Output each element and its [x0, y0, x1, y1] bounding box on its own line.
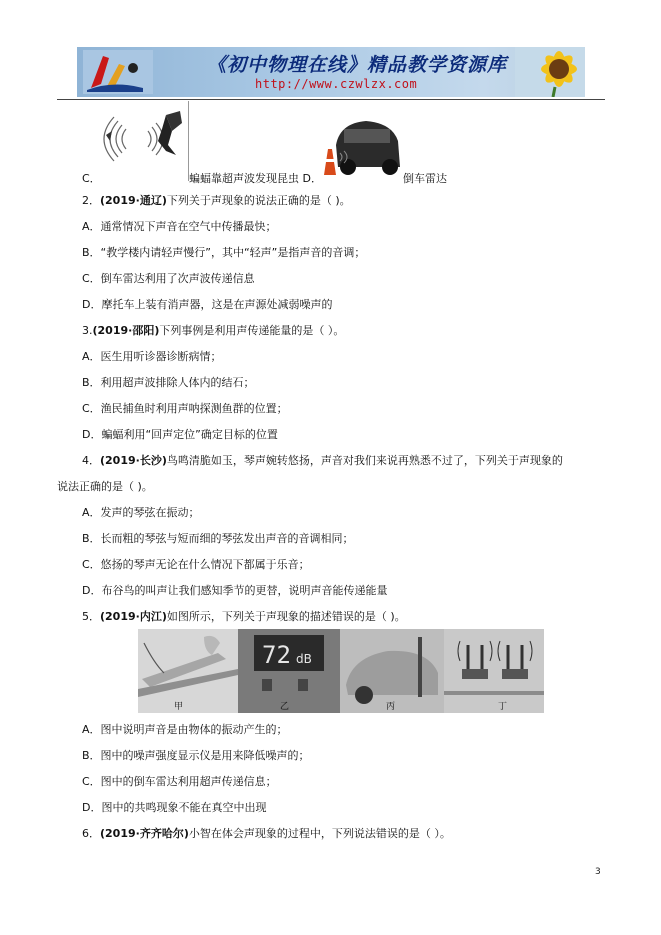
text-span: 小智在体会声现象的过程中，下列说法错误的是（ ）。: [188, 827, 451, 840]
text-line: [82, 298, 332, 312]
text-line: [82, 428, 278, 442]
text-span: C．悠扬的琴声无论在什么情况下都属于乐音；: [82, 558, 310, 571]
text-span: A．通常情况下声音在空气中传播最快；: [82, 220, 277, 233]
text-span: 4．: [82, 454, 100, 467]
header-title: 《初中物理在线》精品教学资源库: [207, 54, 508, 76]
header-url: http://www.czwlzx.com: [255, 77, 418, 91]
text-span: 鸟鸣清脆如玉，琴声婉转悠扬，声音对我们来说再熟悉不过了，下列关于声现象的: [166, 454, 563, 467]
text-line: [82, 272, 255, 286]
question-source: (2019·邵阳): [92, 324, 160, 337]
text-span: 如图所示，下列关于声现象的描述错误的是（ )。: [166, 610, 406, 623]
text-line: [82, 610, 406, 624]
text-line: [82, 749, 310, 763]
text-line: [82, 246, 365, 260]
text-span: 3.: [82, 324, 93, 337]
text-line: [82, 532, 354, 546]
reversing-radar-picture: [318, 115, 402, 181]
noise-meter-reading: 72: [262, 641, 291, 669]
text-span: D．蝙蝠利用“回声定位”确定目标的位置: [82, 428, 278, 441]
figure-label-ding: 丁: [498, 702, 508, 712]
text-span: 说法正确的是（ )。: [57, 480, 153, 493]
logo-icon: [83, 50, 153, 94]
text-span: C．: [82, 172, 101, 185]
text-span: B．图中的噪声强度显示仪是用来降低噪声的；: [82, 749, 310, 762]
sound-phenomena-figure: [138, 629, 544, 713]
car-icon: [318, 115, 402, 181]
figure-label-jia: 甲: [174, 702, 184, 712]
text-line: [57, 480, 153, 494]
text-span: C．倒车雷达利用了次声波传递信息: [82, 272, 255, 285]
text-line: [82, 775, 277, 789]
sunflower-icon: [515, 47, 585, 97]
text-span: 5．: [82, 610, 100, 623]
question-source: (2019·内江): [100, 610, 167, 623]
text-span: D．图中的共鸣现象不能在真空中出现: [82, 801, 267, 814]
question-source: (2019·长沙): [100, 454, 167, 467]
text-line: [82, 584, 387, 598]
text-line: [82, 402, 288, 416]
text-span: 蝙蝠靠超声波发现昆虫 D．: [189, 172, 322, 185]
text-line: [82, 506, 200, 520]
question-source: (2019·齐齐哈尔): [100, 827, 189, 840]
text-span: 2．: [82, 194, 100, 207]
page-number: 3: [595, 867, 601, 877]
text-span: C．渔民捕鱼时利用声呐探测鱼群的位置；: [82, 402, 288, 415]
text-line: [189, 172, 322, 186]
text-line: [82, 350, 222, 364]
header-rule: [57, 99, 605, 100]
text-line: [82, 220, 277, 234]
text-span: B．利用超声波排除人体内的结石；: [82, 376, 255, 389]
text-line: [403, 172, 447, 186]
text-line: [82, 324, 344, 338]
noise-meter-unit: dB: [296, 652, 312, 666]
figure-label-yi: 乙: [280, 702, 290, 712]
text-line: [82, 558, 310, 572]
text-span: B．“教学楼内请轻声慢行”，其中“轻声”是指声音的音调；: [82, 246, 366, 259]
text-line: [82, 827, 451, 841]
header-banner: [77, 47, 585, 97]
text-line: [82, 172, 101, 186]
text-span: D．布谷鸟的叫声让我们感知季节的更替，说明声音能传递能量: [82, 584, 388, 597]
figure-panels: [138, 629, 544, 713]
bat-icon: [96, 101, 188, 181]
bat-ultrasound-picture: [96, 101, 189, 181]
text-span: A．图中说明声音是由物体的振动产生的；: [82, 723, 288, 736]
text-line: [82, 801, 266, 815]
figure-label-bing: 丙: [386, 702, 396, 712]
text-span: 下列事例是利用声传递能量的是（ ）。: [159, 324, 345, 337]
text-span: A．医生用听诊器诊断病情；: [82, 350, 222, 363]
text-line: [82, 194, 351, 208]
text-span: 下列关于声现象的说法正确的是（ )。: [166, 194, 351, 207]
text-line: [82, 454, 563, 468]
question-source: (2019·通辽): [100, 194, 167, 207]
text-span: 倒车雷达: [403, 172, 447, 185]
text-span: D．摩托车上装有消声器，这是在声源处减弱噪声的: [82, 298, 333, 311]
text-line: [82, 376, 255, 390]
text-span: C．图中的倒车雷达利用超声传递信息；: [82, 775, 277, 788]
text-span: 6．: [82, 827, 100, 840]
text-span: A．发声的琴弦在振动；: [82, 506, 200, 519]
text-line: [82, 723, 288, 737]
text-span: B．长而粗的琴弦与短而细的琴弦发出声音的音调相同；: [82, 532, 354, 545]
